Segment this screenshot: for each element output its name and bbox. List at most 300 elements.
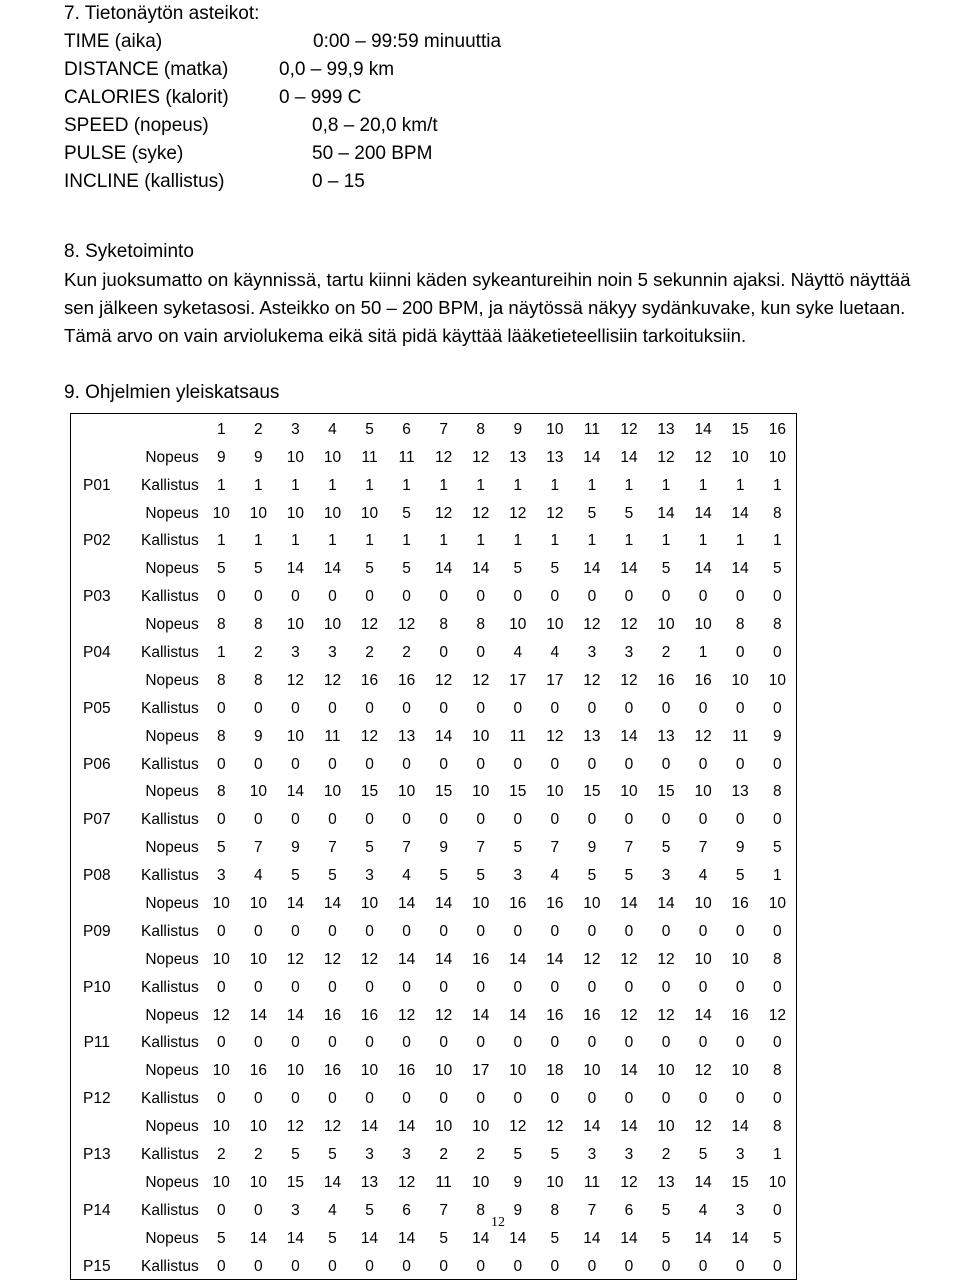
incline-value: 3 <box>216 867 226 885</box>
incline-value: 1 <box>291 532 300 550</box>
incline-value: 0 <box>661 1257 671 1275</box>
program-speed-row <box>71 609 797 637</box>
speed-value: 12 <box>397 1173 416 1191</box>
incline-value: 5 <box>550 1146 560 1164</box>
program-speed-row <box>71 1000 797 1028</box>
speed-value: 8 <box>216 616 226 634</box>
speed-value: 12 <box>583 671 601 689</box>
incline-value: 0 <box>587 1090 597 1108</box>
program-name: P14 <box>83 1201 111 1219</box>
incline-value: 0 <box>550 755 560 773</box>
incline-value: 8 <box>550 1201 560 1219</box>
program-incline-row <box>71 972 797 1000</box>
speed-value: 16 <box>731 1006 749 1024</box>
speed-value: 12 <box>360 950 379 968</box>
incline-value: 0 <box>698 699 708 717</box>
incline-value: 0 <box>216 1201 226 1219</box>
spec-range: 0,0 – 99,9 km <box>279 59 395 80</box>
incline-value: 0 <box>254 1034 263 1052</box>
incline-value: 0 <box>735 922 745 940</box>
incline-value: 5 <box>513 1146 523 1164</box>
speed-value: 10 <box>360 895 379 913</box>
incline-value: 5 <box>291 1146 300 1164</box>
speed-value: 16 <box>546 1006 564 1024</box>
empty-cell <box>71 721 123 749</box>
incline-value: 0 <box>735 1257 745 1275</box>
incline-value: 0 <box>698 978 708 996</box>
segment-number: 3 <box>291 420 300 438</box>
incline-value: 5 <box>735 867 745 885</box>
speed-value: 12 <box>323 1118 342 1136</box>
speed-value: 10 <box>249 1173 267 1191</box>
incline-label: Kallistus <box>141 867 199 885</box>
program-speed-row <box>71 665 797 693</box>
program-speed-row <box>71 1111 797 1139</box>
speed-value: 14 <box>435 950 453 968</box>
incline-value: 1 <box>476 532 486 550</box>
incline-value: 3 <box>735 1146 745 1164</box>
program-name: P13 <box>83 1146 111 1164</box>
incline-value: 0 <box>476 699 486 717</box>
speed-value: 14 <box>694 560 712 578</box>
speed-value: 9 <box>439 839 448 857</box>
segment-number: 9 <box>513 420 523 438</box>
program-incline-row <box>71 860 797 888</box>
segment-number: 13 <box>657 420 675 438</box>
speed-value: 14 <box>657 895 675 913</box>
speed-label: Nopeus <box>145 448 199 466</box>
incline-value: 0 <box>773 1090 782 1108</box>
incline-value: 0 <box>773 978 782 996</box>
incline-value: 1 <box>661 476 671 494</box>
speed-value: 10 <box>509 1062 527 1080</box>
incline-value: 1 <box>773 1146 782 1164</box>
incline-value: 4 <box>513 644 523 662</box>
incline-value: 0 <box>439 755 448 773</box>
incline-value: 9 <box>513 1201 523 1219</box>
incline-value: 4 <box>698 867 708 885</box>
program-speed-row <box>71 721 797 749</box>
incline-value: 1 <box>624 532 634 550</box>
incline-value: 5 <box>439 867 448 885</box>
speed-value: 12 <box>360 616 379 634</box>
speed-value: 10 <box>472 783 490 801</box>
speed-value: 10 <box>249 1118 267 1136</box>
speed-value: 10 <box>435 1118 453 1136</box>
speed-value: 10 <box>212 1173 230 1191</box>
incline-value: 0 <box>624 1090 634 1108</box>
incline-value: 5 <box>291 867 300 885</box>
speed-value: 13 <box>731 783 749 801</box>
program-name: P06 <box>83 755 111 773</box>
speed-value: 10 <box>286 1062 305 1080</box>
incline-value: 0 <box>439 1257 448 1275</box>
incline-value: 1 <box>291 476 300 494</box>
speed-value: 14 <box>360 1229 379 1247</box>
incline-value: 0 <box>328 699 337 717</box>
speed-label: Nopeus <box>145 895 199 913</box>
incline-value: 0 <box>402 588 411 606</box>
speed-value: 10 <box>286 504 305 522</box>
incline-value: 4 <box>402 867 411 885</box>
spec-name: TIME (aika) <box>64 31 163 52</box>
speed-value: 12 <box>212 1006 230 1024</box>
speed-value: 12 <box>694 448 712 466</box>
speed-value: 12 <box>472 448 490 466</box>
speed-value: 10 <box>768 1173 786 1191</box>
incline-value: 0 <box>587 588 597 606</box>
incline-value: 0 <box>439 1034 448 1052</box>
speed-value: 5 <box>773 1229 782 1247</box>
segment-number: 6 <box>402 420 411 438</box>
incline-value: 0 <box>291 699 300 717</box>
incline-value: 4 <box>550 867 560 885</box>
speed-value: 10 <box>323 783 342 801</box>
speed-value: 14 <box>583 448 601 466</box>
segment-number: 14 <box>694 420 712 438</box>
speed-value: 12 <box>620 1173 638 1191</box>
spec-range: 0 – 999 C <box>279 87 362 108</box>
speed-label: Nopeus <box>145 1229 199 1247</box>
segment-number: 1 <box>216 420 226 438</box>
speed-value: 14 <box>397 950 416 968</box>
speed-value: 16 <box>360 1006 379 1024</box>
speed-value: 14 <box>731 560 749 578</box>
speed-value: 12 <box>435 504 453 522</box>
speed-value: 5 <box>216 1229 226 1247</box>
incline-value: 0 <box>661 755 671 773</box>
incline-value: 6 <box>624 1201 634 1219</box>
speed-value: 5 <box>328 1229 337 1247</box>
empty-cell <box>71 498 123 526</box>
incline-value: 0 <box>365 699 374 717</box>
speed-value: 7 <box>254 839 263 857</box>
incline-value: 0 <box>698 1090 708 1108</box>
speed-value: 12 <box>694 727 712 745</box>
speed-value: 16 <box>472 950 490 968</box>
empty-cell <box>71 1111 123 1139</box>
section-8-title: 8. Syketoiminto <box>64 241 194 262</box>
segment-header-row <box>71 414 797 442</box>
speed-value: 10 <box>323 448 342 466</box>
speed-value: 14 <box>286 1006 305 1024</box>
incline-value: 5 <box>587 867 597 885</box>
empty-cell <box>71 1223 123 1251</box>
program-incline-row <box>71 470 797 498</box>
speed-value: 10 <box>360 504 379 522</box>
program-name: P05 <box>83 699 111 717</box>
spec-name: PULSE (syke) <box>64 143 184 164</box>
incline-value: 0 <box>439 922 448 940</box>
speed-value: 12 <box>323 671 342 689</box>
speed-value: 14 <box>620 895 638 913</box>
incline-label: Kallistus <box>141 1034 199 1052</box>
speed-value: 14 <box>731 1118 749 1136</box>
incline-value: 3 <box>291 644 300 662</box>
speed-value: 8 <box>773 616 782 634</box>
segment-number: 15 <box>731 420 749 438</box>
speed-value: 12 <box>768 1006 786 1024</box>
incline-value: 0 <box>773 1201 782 1219</box>
incline-label: Kallistus <box>141 699 199 717</box>
program-incline-row <box>71 916 797 944</box>
incline-value: 0 <box>328 811 337 829</box>
program-speed-row <box>71 832 797 860</box>
speed-value: 5 <box>513 560 523 578</box>
speed-value: 14 <box>731 1229 749 1247</box>
speed-value: 14 <box>509 1006 527 1024</box>
speed-value: 5 <box>365 839 374 857</box>
speed-value: 12 <box>620 616 638 634</box>
speed-value: 12 <box>435 448 453 466</box>
incline-value: 0 <box>254 699 263 717</box>
empty-cell <box>71 832 123 860</box>
incline-value: 0 <box>587 755 597 773</box>
speed-value: 13 <box>509 448 527 466</box>
incline-value: 0 <box>735 588 745 606</box>
speed-value: 10 <box>731 950 749 968</box>
incline-value: 0 <box>216 1034 226 1052</box>
speed-label: Nopeus <box>145 616 199 634</box>
incline-value: 0 <box>216 1257 226 1275</box>
speed-value: 5 <box>439 1229 448 1247</box>
speed-value: 14 <box>583 1118 601 1136</box>
incline-value: 1 <box>698 476 708 494</box>
incline-value: 0 <box>624 699 634 717</box>
incline-value: 0 <box>291 1034 300 1052</box>
segment-number: 7 <box>439 420 448 438</box>
section-7-title: 7. Tietonäytön asteikot: <box>64 3 260 24</box>
incline-value: 1 <box>698 532 708 550</box>
spec-range: 0,8 – 20,0 km/t <box>312 115 438 136</box>
incline-value: 0 <box>402 755 411 773</box>
incline-value: 1 <box>735 476 745 494</box>
speed-value: 10 <box>694 783 712 801</box>
incline-value: 0 <box>365 978 374 996</box>
speed-value: 11 <box>732 727 749 745</box>
speed-value: 14 <box>286 560 305 578</box>
speed-value: 14 <box>472 1006 490 1024</box>
incline-value: 0 <box>735 644 745 662</box>
speed-value: 14 <box>286 783 305 801</box>
speed-value: 12 <box>286 950 305 968</box>
speed-value: 14 <box>435 560 453 578</box>
speed-value: 8 <box>476 616 486 634</box>
incline-value: 1 <box>216 644 226 662</box>
incline-label: Kallistus <box>141 1201 199 1219</box>
speed-value: 16 <box>249 1062 267 1080</box>
incline-value: 0 <box>328 755 337 773</box>
section-9-title: 9. Ohjelmien yleiskatsaus <box>64 382 280 403</box>
incline-value: 0 <box>328 1257 337 1275</box>
empty-cell <box>71 414 123 442</box>
incline-value: 0 <box>291 922 300 940</box>
incline-value: 0 <box>254 755 263 773</box>
speed-value: 10 <box>546 1173 564 1191</box>
program-name: P11 <box>83 1034 111 1052</box>
speed-label: Nopeus <box>145 1118 199 1136</box>
incline-value: 0 <box>476 755 486 773</box>
incline-value: 0 <box>439 811 448 829</box>
incline-value: 0 <box>550 699 560 717</box>
incline-value: 3 <box>365 1146 374 1164</box>
speed-value: 8 <box>439 616 448 634</box>
section-8-paragraph: Kun juoksumatto on käynnissä, tartu kiinni käden sykeantureihin noin 5 sekunnin ajaksi. Näyttö näyttää sen jälkeen syketasosi. Asteikko on 50 – 200 BPM, ja näytössä näkyy sydänkuvake, kun syke luetaan. Tämä arvo on vain arviolukema eikä sitä pidä käyttää lääketieteellisiin tarkoituksiin. <box>64 269 911 347</box>
speed-value: 10 <box>657 1118 675 1136</box>
segment-number: 12 <box>620 420 638 438</box>
incline-value: 0 <box>216 978 226 996</box>
program-name: P10 <box>83 978 111 996</box>
incline-value: 1 <box>513 532 523 550</box>
incline-value: 1 <box>773 532 782 550</box>
spec-range: 0 – 15 <box>312 171 365 192</box>
incline-value: 0 <box>513 1034 523 1052</box>
incline-value: 0 <box>291 1090 300 1108</box>
incline-value: 0 <box>402 1034 411 1052</box>
segment-number: 8 <box>476 420 486 438</box>
speed-value: 14 <box>360 1118 379 1136</box>
speed-value: 15 <box>435 783 453 801</box>
speed-value: 11 <box>435 1173 452 1191</box>
incline-value: 1 <box>439 532 448 550</box>
speed-value: 12 <box>546 1118 564 1136</box>
incline-value: 5 <box>365 1201 374 1219</box>
program-name: P15 <box>83 1257 111 1275</box>
incline-value: 1 <box>328 476 337 494</box>
incline-value: 0 <box>402 1090 411 1108</box>
speed-value: 10 <box>472 1118 490 1136</box>
incline-label: Kallistus <box>141 532 199 550</box>
incline-value: 0 <box>661 1034 671 1052</box>
speed-value: 10 <box>212 1062 230 1080</box>
speed-value: 10 <box>323 504 342 522</box>
incline-value: 7 <box>587 1201 597 1219</box>
incline-value: 0 <box>291 811 300 829</box>
speed-value: 14 <box>694 1173 712 1191</box>
incline-value: 0 <box>439 588 448 606</box>
speed-value: 18 <box>546 1062 564 1080</box>
speed-label: Nopeus <box>145 560 199 578</box>
incline-value: 0 <box>587 922 597 940</box>
incline-value: 0 <box>513 811 523 829</box>
spec-name: CALORIES (kalorit) <box>64 87 229 108</box>
incline-value: 0 <box>216 922 226 940</box>
incline-value: 0 <box>624 1257 634 1275</box>
speed-value: 12 <box>360 727 379 745</box>
speed-value: 5 <box>587 504 597 522</box>
incline-value: 1 <box>550 476 560 494</box>
speed-value: 5 <box>402 560 411 578</box>
speed-value: 10 <box>212 1118 230 1136</box>
speed-value: 12 <box>435 1006 453 1024</box>
speed-value: 13 <box>360 1173 379 1191</box>
speed-label: Nopeus <box>145 671 199 689</box>
program-incline-row <box>71 1028 797 1056</box>
speed-value: 13 <box>583 727 601 745</box>
incline-value: 0 <box>735 978 745 996</box>
program-speed-row <box>71 777 797 805</box>
incline-value: 0 <box>254 1257 263 1275</box>
incline-value: 2 <box>402 644 411 662</box>
speed-value: 16 <box>397 1062 416 1080</box>
speed-value: 10 <box>620 783 638 801</box>
speed-value: 7 <box>328 839 337 857</box>
speed-value: 8 <box>216 727 226 745</box>
incline-value: 0 <box>476 1090 486 1108</box>
speed-value: 10 <box>583 1062 601 1080</box>
incline-value: 0 <box>216 811 226 829</box>
incline-value: 5 <box>328 867 337 885</box>
speed-value: 9 <box>216 448 226 466</box>
speed-value: 14 <box>472 560 490 578</box>
speed-value: 7 <box>476 839 486 857</box>
speed-label: Nopeus <box>145 950 199 968</box>
speed-value: 10 <box>472 1173 490 1191</box>
speed-value: 12 <box>472 671 490 689</box>
speed-value: 12 <box>397 616 416 634</box>
spec-range: 0:00 – 99:59 minuuttia <box>313 31 502 52</box>
speed-value: 15 <box>286 1173 305 1191</box>
incline-value: 0 <box>661 978 671 996</box>
incline-value: 0 <box>402 811 411 829</box>
incline-value: 1 <box>254 532 263 550</box>
incline-value: 4 <box>550 644 560 662</box>
speed-value: 10 <box>286 727 305 745</box>
incline-value: 0 <box>254 588 263 606</box>
speed-value: 17 <box>472 1062 490 1080</box>
incline-value: 0 <box>365 1034 374 1052</box>
incline-label: Kallistus <box>141 588 199 606</box>
incline-value: 0 <box>513 1090 523 1108</box>
speed-value: 12 <box>546 504 564 522</box>
program-incline-row <box>71 749 797 777</box>
incline-value: 0 <box>476 644 486 662</box>
speed-value: 15 <box>360 783 379 801</box>
incline-value: 6 <box>402 1201 411 1219</box>
incline-value: 5 <box>698 1146 708 1164</box>
speed-value: 10 <box>657 616 675 634</box>
incline-value: 0 <box>291 588 300 606</box>
speed-value: 14 <box>509 1229 527 1247</box>
speed-value: 10 <box>360 1062 379 1080</box>
incline-value: 0 <box>328 978 337 996</box>
incline-value: 0 <box>216 1090 226 1108</box>
speed-value: 16 <box>583 1006 601 1024</box>
speed-label: Nopeus <box>145 783 199 801</box>
incline-value: 8 <box>476 1201 486 1219</box>
speed-value: 10 <box>435 1062 453 1080</box>
speed-value: 14 <box>620 1062 638 1080</box>
incline-value: 0 <box>550 978 560 996</box>
incline-label: Kallistus <box>141 1146 199 1164</box>
incline-value: 0 <box>513 978 523 996</box>
speed-value: 5 <box>661 1229 671 1247</box>
incline-value: 7 <box>439 1201 448 1219</box>
speed-value: 13 <box>546 448 564 466</box>
program-overview-table <box>70 413 797 1280</box>
program-name: P08 <box>83 867 111 885</box>
incline-value: 1 <box>216 532 226 550</box>
speed-value: 14 <box>620 1118 638 1136</box>
incline-value: 2 <box>439 1146 448 1164</box>
speed-value: 10 <box>472 727 490 745</box>
incline-value: 0 <box>624 588 634 606</box>
segment-number: 5 <box>365 420 374 438</box>
program-incline-row <box>71 526 797 554</box>
incline-value: 0 <box>439 978 448 996</box>
speed-value: 5 <box>513 839 523 857</box>
incline-value: 0 <box>254 1090 263 1108</box>
